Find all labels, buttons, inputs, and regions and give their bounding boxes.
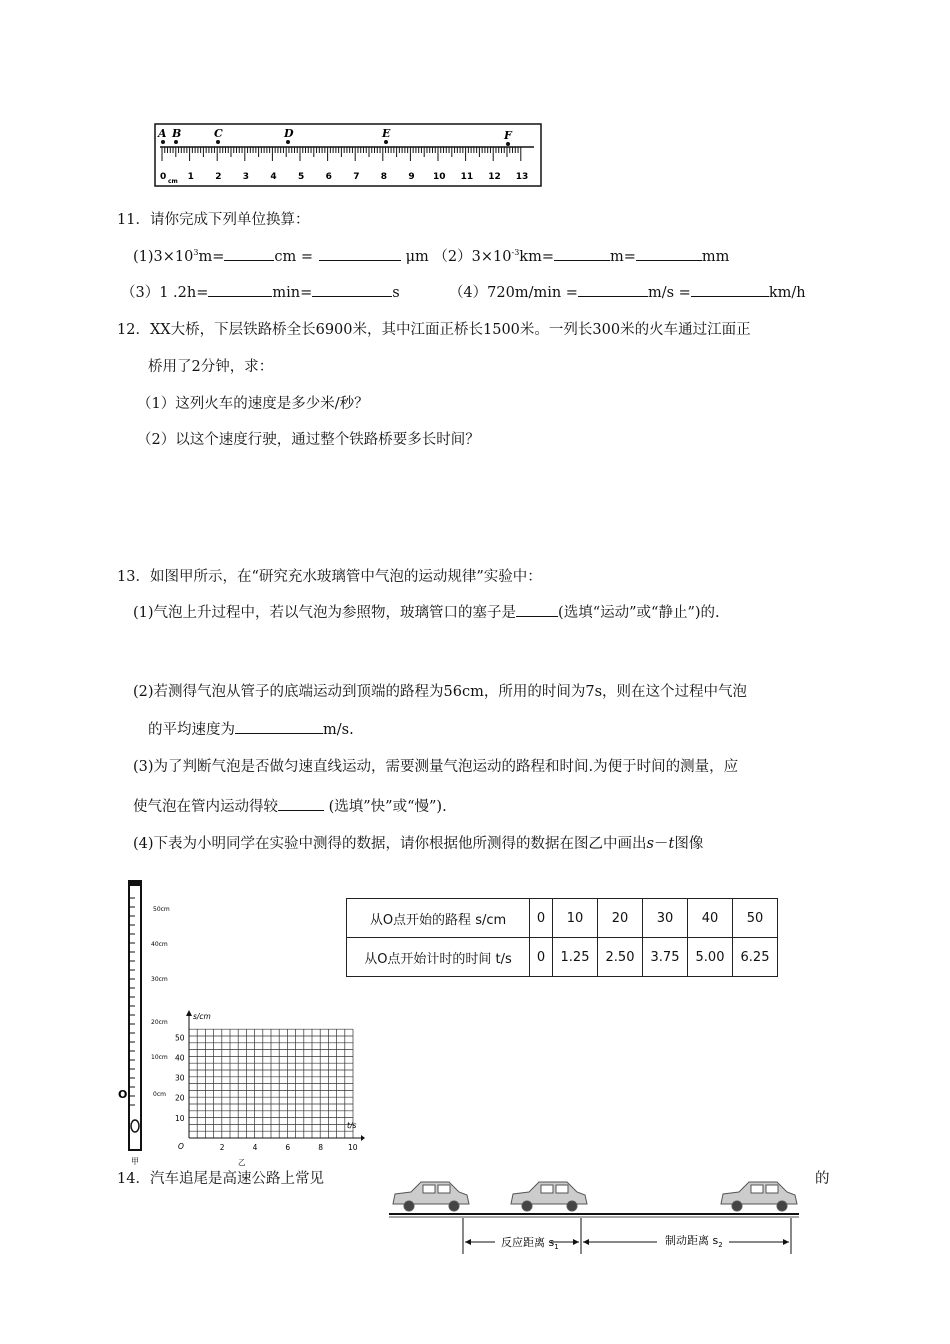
table-cell: 30 [643,899,688,938]
q13-p1a: (1)气泡上升过程中，若以气泡为参照物，玻璃管口的塞子是 [133,605,517,621]
q13-p2b: 的平均速度为 [148,722,235,738]
q13-p3b: 使气泡在管内运动得较 [133,799,278,815]
ruler-number: 5 [298,172,305,182]
q13-p2a: (2)若测得气泡从管子的底端运动到顶端的路程为56cm，所用的时间为7s，则在这个过程中气泡 [133,684,748,700]
q11-blank-4[interactable] [636,260,702,261]
q13-blank-3[interactable] [278,810,324,811]
table-row2-label: 从O点开始计时的时间 t/s [347,938,530,977]
ruler-unit: cm [168,178,178,185]
graph-ylabel: s/cm [193,1012,211,1021]
q11-p2c: m= [609,248,636,265]
ruler-letter-d: D [284,127,294,140]
table-row1-label: 从O点开始的路程 s/cm [347,899,530,938]
q11-blank-3[interactable] [554,260,610,261]
q13-p4-dash: － [654,836,669,852]
q11-p1c: cm = [274,248,314,265]
table-cell: 6.25 [733,938,778,977]
car-icon [721,1182,797,1211]
graph-ytick: 20 [175,1093,185,1103]
q11-title: 11．请你完成下列单位换算： [117,212,310,228]
car-icon [511,1182,587,1211]
q11-p2d: mm [701,248,730,265]
q14-end: 的 [815,1171,830,1187]
q11-p4a: （4）720m/min = [448,285,578,301]
ruler-number: 6 [325,172,332,182]
table-cell: 1.25 [553,938,598,977]
q11-blank-8[interactable] [691,296,769,297]
table-row [347,938,778,977]
q11-line1 [133,249,729,264]
q13-p4-t: t [668,836,675,852]
q13-part3b [133,800,447,815]
q11-p2a: （2）3×10 [433,248,512,265]
ruler-number: 12 [488,172,501,182]
q11-line2 [121,286,806,301]
q11-p3b: min= [272,285,313,301]
ruler-letter-f: F [504,129,512,142]
q11-blank-1[interactable] [224,260,274,261]
graph-xtick: 8 [318,1143,323,1152]
table-cell: 2.50 [598,938,643,977]
graph-xlabel: t/s [347,1121,357,1130]
table-cell: 0 [530,899,553,938]
ruler-letter-a: A [158,127,167,140]
q13-p3c: (选填”快”或“慢”). [328,799,447,815]
graph-caption: 乙 [238,1158,246,1167]
ruler-number: 3 [242,172,250,182]
q13-blank-2[interactable] [235,733,323,734]
graph-xtick: 10 [348,1143,358,1152]
table-cell: 5.00 [688,938,733,977]
st-graph-figure [165,1010,365,1170]
q13-p2c: m/s. [323,722,354,738]
reaction-distance-label: 反应距离 $s_1$ [501,1236,559,1251]
q12-sub2: （2）以这个速度行驶，通过整个铁路桥要多长时间？ [137,432,480,448]
tube-label-20: 20cm [151,1019,168,1026]
tube-label-50: 50cm [153,906,170,913]
q13-p4-end: 图像 [674,836,704,852]
q11-p1d: μm [405,248,429,265]
q11-p3c: s [392,285,400,301]
q13-blank-1[interactable] [516,616,558,617]
graph-xtick: 2 [219,1143,225,1152]
table-row [347,899,778,938]
q13-p3a: (3)为了判断气泡是否做匀速直线运动，需要测量气泡运动的路程和时间.为便于时间的测量，应 [133,759,739,775]
q11-p1b: m= [198,248,225,265]
q11-blank-5[interactable] [208,296,272,297]
table-cell: 50 [733,899,778,938]
ruler-letter-c: C [214,127,223,140]
ruler-number: 7 [353,172,360,182]
q13-p1b: (选填“运动”或“静止”)的. [558,605,720,621]
ruler-figure [154,123,542,187]
table-cell: 40 [688,899,733,938]
ruler-letter-e: E [382,127,391,140]
tube-label-30: 30cm [151,976,168,983]
ruler-number: 4 [270,172,277,182]
graph-xtick: 4 [252,1143,258,1152]
q13-part2b [148,723,354,738]
q12-line2: 桥用了2分钟，求： [148,359,274,375]
q11-p2b: km= [519,248,554,265]
q11-p4c: km/h [768,285,806,301]
graph-ytick: 40 [175,1053,185,1063]
q11-p3a: （3）1 .2h= [121,285,209,301]
data-table [346,898,778,977]
braking-distance-label: 制动距离 $s_2$ [665,1234,723,1249]
q11-blank-2[interactable] [319,260,401,261]
tube-label-10: 10cm [151,1054,168,1061]
q11-blank-7[interactable] [578,296,648,297]
graph-ytick: 50 [175,1033,185,1043]
car-icon [393,1182,469,1211]
q11-blank-6[interactable] [312,296,392,297]
graph-ytick: 10 [175,1113,185,1123]
q11-p4b: m/s = [647,285,691,301]
ruler-number: 10 [433,172,446,182]
tube-label-0: 0cm [153,1091,166,1098]
ruler-letter-b: B [172,127,182,140]
ruler-number: 13 [515,172,529,182]
graph-origin: O [178,1142,184,1151]
ruler-number: 0 [160,172,167,182]
table-cell: 20 [598,899,643,938]
ruler-number: 11 [460,172,474,182]
table-cell: 0 [530,938,553,977]
graph-ytick: 30 [175,1073,185,1083]
table-cell: 10 [553,899,598,938]
graph-xtick: 6 [285,1143,291,1152]
ruler-number: 1 [187,172,194,182]
q12-sub1: （1）这列火车的速度是多少米/秒？ [137,396,369,412]
tube-origin: O [118,1088,128,1101]
q13-title: 13．如图甲所示，在“研究充水玻璃管中气泡的运动规律”实验中： [117,569,542,585]
tube-label-40: 40cm [151,941,168,948]
ruler-number: 9 [408,172,415,182]
tube-caption: 甲 [131,1157,139,1166]
q13-p4-s: s [646,836,654,852]
q13-part4 [133,837,703,852]
car-distance-figure [385,1168,805,1258]
q11-p1a-sup: 3 [193,248,199,257]
q11-p1a: (1)3×10 [133,248,194,265]
table-cell: 3.75 [643,938,688,977]
q13-part1 [133,606,720,621]
ruler-number: 2 [215,172,222,182]
q11-p2a-sup: -3 [511,248,520,257]
q13-p4: (4)下表为小明同学在实验中测得的数据，请你根据他所测得的数据在图乙中画出 [133,836,647,852]
ruler-number: 8 [380,172,388,182]
q12-line1: 12．XX大桥，下层铁路桥全长6900米，其中江面正桥长1500米。一列长300米的火车通过江面正 [117,322,751,338]
q14-start: 14．汽车追尾是高速公路上常见 [117,1171,324,1187]
